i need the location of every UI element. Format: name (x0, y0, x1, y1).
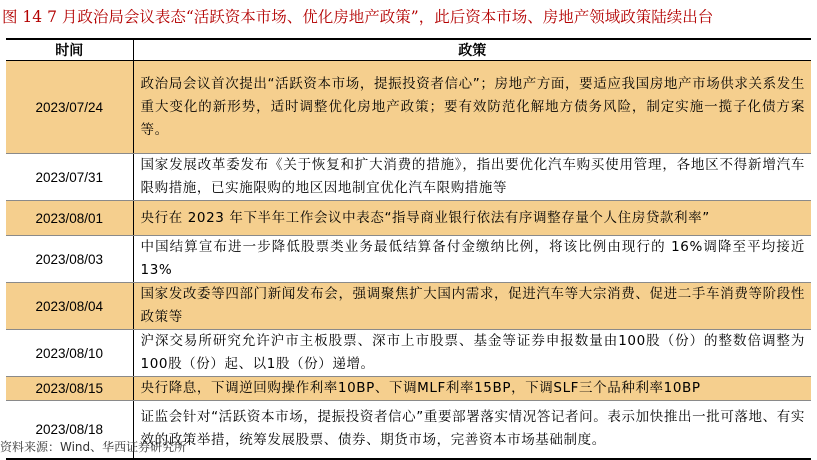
table-row (6, 154, 811, 201)
row-date: 2023/07/31 (6, 154, 133, 201)
table-row (6, 283, 811, 330)
row-policy: 证监会针对“活跃资本市场，提振投资者信心”重要部署落实情况答记者问。表示加快推出一批可落地、有实效的政策举措，统筹发展股票、债券、期货市场，完善资本市场基础制度。 (133, 401, 811, 459)
header-policy: 政策 (133, 40, 811, 61)
row-date: 2023/08/18 (6, 401, 133, 459)
table-row (6, 377, 811, 401)
policy-table-container (6, 38, 811, 460)
table-body (6, 61, 811, 459)
source-note: 资料来源：Wind、华西证券研究所 (0, 440, 187, 454)
policy-table (6, 40, 811, 460)
row-date: 2023/08/03 (6, 236, 133, 283)
table-header-row (6, 40, 811, 61)
row-date: 2023/08/01 (6, 201, 133, 236)
figure-title: 图 14 7 月政治局会议表态“活跃资本市场、优化房地产政策”，此后资本市场、房地产领域政策陆续出台 (2, 8, 714, 26)
header-date: 时间 (6, 40, 133, 61)
row-policy: 政治局会议首次提出“活跃资本市场，提振投资者信心”；房地产方面，要适应我国房地产市场供求关系发生重大变化的新形势，适时调整优化房地产政策；要有效防范化解地方债务风险，制定实施一揽子化债方案等。 (133, 61, 811, 154)
table-row (6, 330, 811, 377)
row-policy: 中国结算宣布进一步降低股票类业务最低结算备付金缴纳比例，将该比例由现行的 16%调降至平均接近13% (133, 236, 811, 283)
row-date: 2023/08/04 (6, 283, 133, 330)
row-policy: 国家发展改革委发布《关于恢复和扩大消费的措施》，指出要优化汽车购买使用管理，各地区不得新增汽车限购措施，已实施限购的地区因地制宜优化汽车限购措施等 (133, 154, 811, 201)
row-policy: 央行降息，下调逆回购操作利率10BP、下调MLF利率15BP，下调SLF三个品种利率10BP (133, 377, 811, 401)
row-policy: 国家发改委等四部门新闻发布会，强调聚焦扩大国内需求，促进汽车等大宗消费、促进二手车消费等阶段性政策等 (133, 283, 811, 330)
row-policy: 央行在 2023 年下半年工作会议中表态“指导商业银行依法有序调整存量个人住房贷款利率” (133, 201, 811, 236)
row-policy: 沪深交易所研究允许沪市主板股票、深市上市股票、基金等证券申报数量由100股（份）的整数倍调整为100股（份）起、以1股（份）递增。 (133, 330, 811, 377)
row-date: 2023/08/15 (6, 377, 133, 401)
table-row (6, 236, 811, 283)
row-date: 2023/07/24 (6, 61, 133, 154)
table-row (6, 61, 811, 154)
table-row (6, 201, 811, 236)
row-date: 2023/08/10 (6, 330, 133, 377)
